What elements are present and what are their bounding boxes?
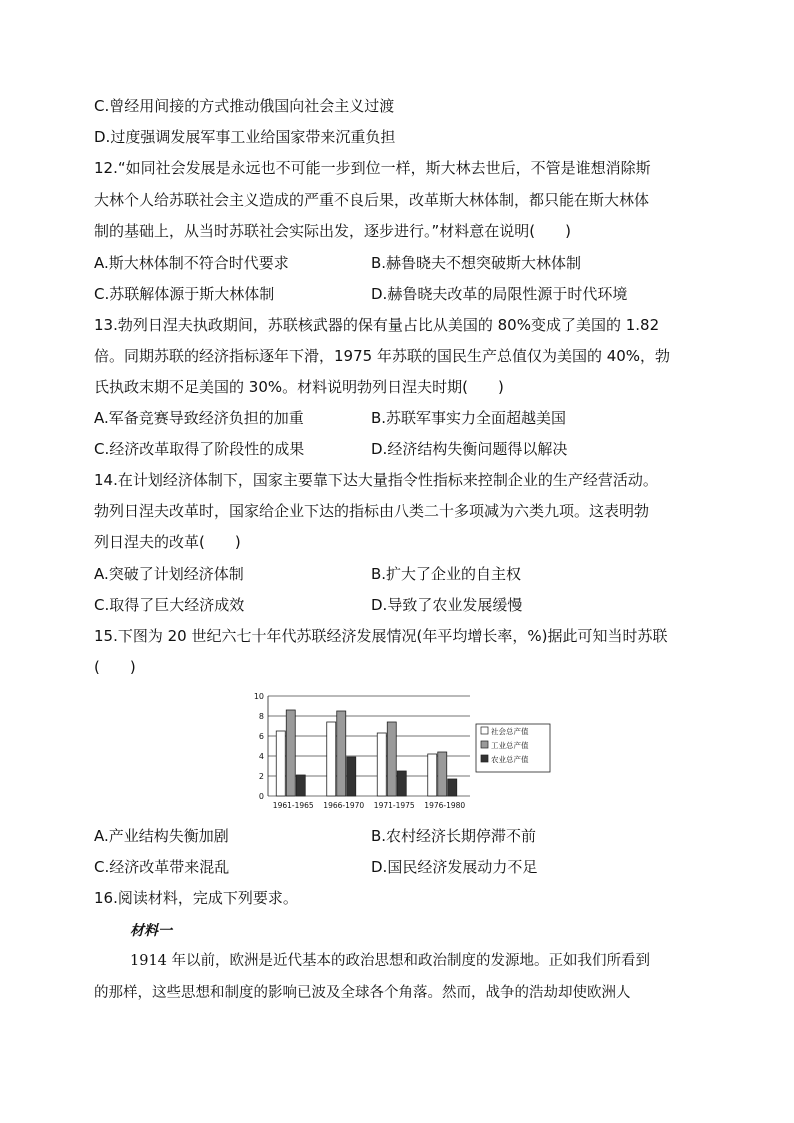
q13-stem-line-1: 13.勃列日涅夫执政期间，苏联核武器的保有量占比从美国的 80%变成了美国的 1.82 [94,316,660,334]
y-tick-label: 8 [258,712,264,721]
bar [286,710,295,796]
bar [276,731,285,796]
q13-stem-line-3: 氏执政末期不足美国的 30%。材料说明勃列日涅夫时期( ) [94,378,504,396]
q15-option-b[interactable]: B.农村经济长期停滞不前 [371,827,537,845]
material-line-1: 1914 年以前，欧洲是近代基本的政治思想和政治制度的发源地。正如我们所看到 [130,953,651,969]
q12-option-d[interactable]: D.赫鲁晓夫改革的局限性源于时代环境 [371,285,628,303]
q14-stem-line-3: 列日涅夫的改革( ) [94,533,241,551]
q14-stem-line-2: 勃列日涅夫改革时，国家给企业下达的指标由八类二十多项减为六类九项。这表明勃 [94,502,650,520]
bar [296,775,305,796]
q13-option-b[interactable]: B.苏联军事实力全面超越美国 [371,409,567,427]
q12-stem-line-3: 制的基础上，从当时苏联社会实际出发，逐步进行。”材料意在说明( ) [94,222,571,240]
y-tick-label: 2 [258,772,264,781]
q11-option-c: C.曾经用间接的方式推动俄国向社会主义过渡 [94,97,395,115]
q14-option-c[interactable]: C.取得了巨大经济成效 [94,596,245,614]
q15-option-d[interactable]: D.国民经济发展动力不足 [371,858,538,876]
legend-swatch [481,755,488,762]
q16-stem: 16.阅读材料，完成下列要求。 [94,889,298,907]
x-tick-label: 1961-1965 [272,801,314,810]
growth-rate-bar-chart [250,688,560,813]
q13-option-a[interactable]: A.军备竞赛导致经济负担的加重 [94,409,304,427]
q15-option-c[interactable]: C.经济改革带来混乱 [94,858,230,876]
q15-stem-line-2: ( ) [94,658,136,676]
material-one-heading: 材料一 [130,923,172,939]
y-tick-label: 6 [258,732,264,741]
bar [428,754,437,796]
q12-stem-line-2: 大林个人给苏联社会主义造成的严重不良后果，改革斯大林体制，都只能在斯大林体 [94,191,650,209]
q12-stem-line-1: 12.“如同社会发展是永远也不可能一步到位一样，斯大林去世后，不管是谁想消除斯 [94,159,651,177]
bar [327,722,336,796]
x-tick-label: 1966-1970 [323,801,365,810]
x-tick-label: 1971-1975 [373,801,415,810]
q11-option-d: D.过度强调发展军事工业给国家带来沉重负担 [94,128,396,146]
q14-option-b[interactable]: B.扩大了企业的自主权 [371,565,522,583]
bar [397,771,406,796]
legend-label: 社会总产值 [491,727,529,736]
bar [448,779,457,796]
bar [438,752,447,796]
material-line-2: 的那样，这些思想和制度的影响已波及全球各个角落。然而，战争的浩劫却使欧洲人 [94,985,631,1001]
q12-option-c[interactable]: C.苏联解体源于斯大林体制 [94,285,275,303]
y-tick-label: 4 [258,752,264,761]
legend-label: 工业总产值 [491,741,529,750]
bar [377,733,386,796]
legend-label: 农业总产值 [491,755,529,764]
x-tick-label: 1976-1980 [424,801,466,810]
bar [387,722,396,796]
legend-swatch [481,727,488,734]
y-tick-label: 0 [258,792,264,801]
q13-option-d[interactable]: D.经济结构失衡问题得以解决 [371,440,568,458]
bar [347,757,356,796]
q14-option-a[interactable]: A.突破了计划经济体制 [94,565,244,583]
y-tick-label: 10 [253,692,264,701]
q12-option-a[interactable]: A.斯大林体制不符合时代要求 [94,254,289,272]
bar [337,711,346,796]
q15-stem-line-1: 15.下图为 20 世纪六七十年代苏联经济发展情况(年平均增长率，%)据此可知当时苏联 [94,627,668,645]
q14-option-d[interactable]: D.导致了农业发展缓慢 [371,596,523,614]
q12-option-b[interactable]: B.赫鲁晓夫不想突破斯大林体制 [371,254,582,272]
q13-stem-line-2: 倍。同期苏联的经济指标逐年下滑，1975 年苏联的国民生产总值仅为美国的 40%，勃 [94,347,671,365]
q13-option-c[interactable]: C.经济改革取得了阶段性的成果 [94,440,305,458]
legend-swatch [481,741,488,748]
q14-stem-line-1: 14.在计划经济体制下，国家主要靠下达大量指令性指标来控制企业的生产经营活动。 [94,471,658,489]
q15-option-a[interactable]: A.产业结构失衡加剧 [94,827,229,845]
